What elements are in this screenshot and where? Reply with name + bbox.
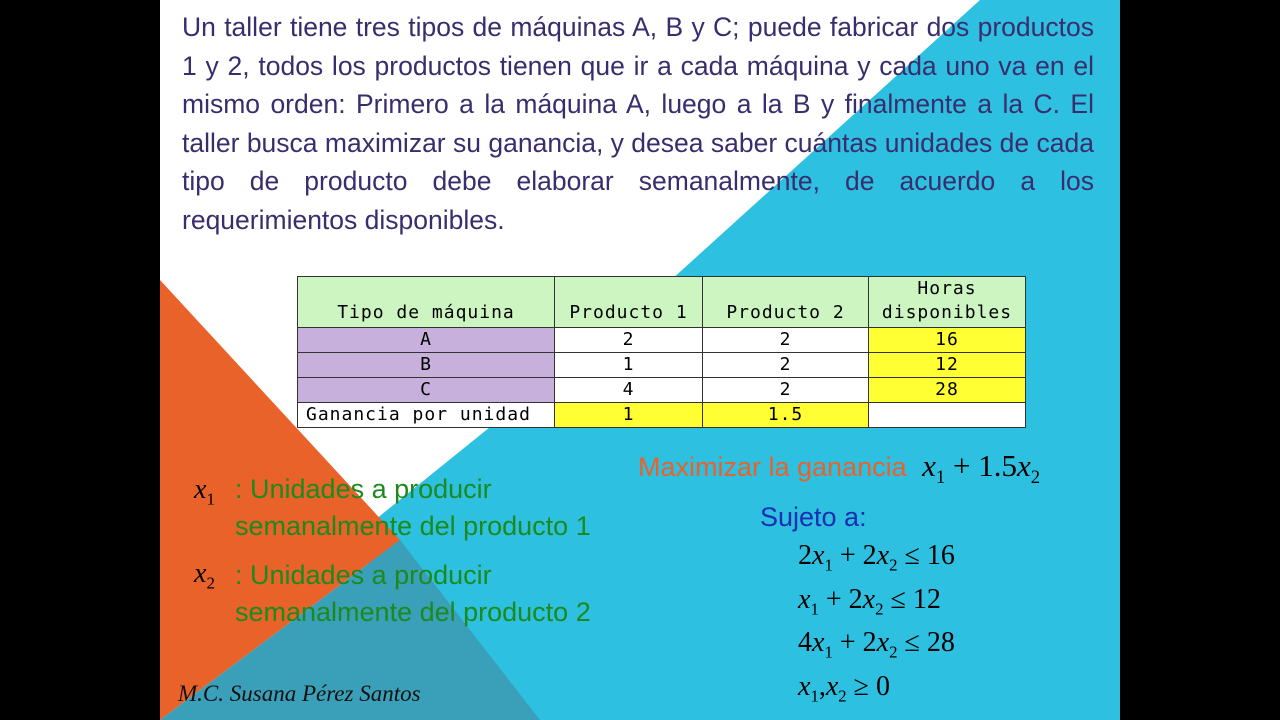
profit-product-2: 1.5 [703, 403, 869, 428]
author-signature: M.C. Susana Pérez Santos [178, 681, 421, 706]
product-1-cell: 1 [555, 353, 703, 378]
machine-cell: C [298, 378, 555, 403]
profit-label: Ganancia por unidad [298, 403, 555, 428]
product-2-cell: 2 [703, 328, 869, 353]
product-1-cell: 4 [555, 378, 703, 403]
requirements-table [297, 276, 1026, 428]
variable-x2-definition: : Unidades a producir semanalmente del producto 2 [235, 560, 591, 627]
constraint-2: $x_1 + 2x_2 \le 12$ [798, 584, 941, 619]
header-product-1: Producto 1 [555, 277, 703, 328]
machine-cell: A [298, 328, 555, 353]
hours-cell: 16 [869, 328, 1026, 353]
product-1-cell: 2 [555, 328, 703, 353]
subject-to-label: Sujeto a: [760, 502, 867, 532]
variable-x1-definition: : Unidades a producir semanalmente del producto 1 [235, 474, 591, 541]
header-machine-type: Tipo de máquina [298, 277, 555, 328]
problem-statement: Un taller tiene tres tipos de máquinas A, B y C; puede fabricar dos productos 1 y 2, todos los productos tienen que ir a cada máquina y cada uno va en el mismo orden: Primero a la máquina A, luego a la B y finalmente a la C. El taller busca maximizar su ganancia, y desea saber cuántas unidades de cada tipo de producto debe elaborar semanalmente, de acuerdo a los requerimientos disponibles. [182, 12, 1094, 235]
variable-x1-symbol: $x_1$ [194, 474, 215, 509]
product-2-cell: 2 [703, 353, 869, 378]
header-product-2: Producto 2 [703, 277, 869, 328]
machine-cell: B [298, 353, 555, 378]
profit-hours-empty [869, 403, 1026, 428]
table-row [298, 328, 1026, 353]
profit-row [298, 403, 1026, 428]
slide [160, 0, 1120, 720]
profit-product-1: 1 [555, 403, 703, 428]
nonnegativity-constraint: $x_1,x_2 \ge 0$ [798, 671, 891, 706]
table-row [298, 353, 1026, 378]
hours-cell: 12 [869, 353, 1026, 378]
variable-x2-symbol: $x_2$ [194, 558, 215, 593]
objective-line [638, 448, 1040, 489]
hours-cell: 28 [869, 378, 1026, 403]
objective-expression: $x_1 + 1.5x_2$ [922, 448, 1040, 489]
table-header-row [298, 277, 1026, 328]
header-hours: Horas [917, 278, 977, 299]
constraint-3: $4x_1 + 2x_2 \le 28$ [798, 627, 955, 662]
header-hours-available [869, 277, 1026, 328]
objective-label: Maximizar la ganancia [638, 452, 907, 482]
product-2-cell: 2 [703, 378, 869, 403]
constraint-1: $2x_1 + 2x_2 \le 16$ [798, 540, 955, 575]
table-row [298, 378, 1026, 403]
header-available: disponibles [881, 302, 1013, 323]
